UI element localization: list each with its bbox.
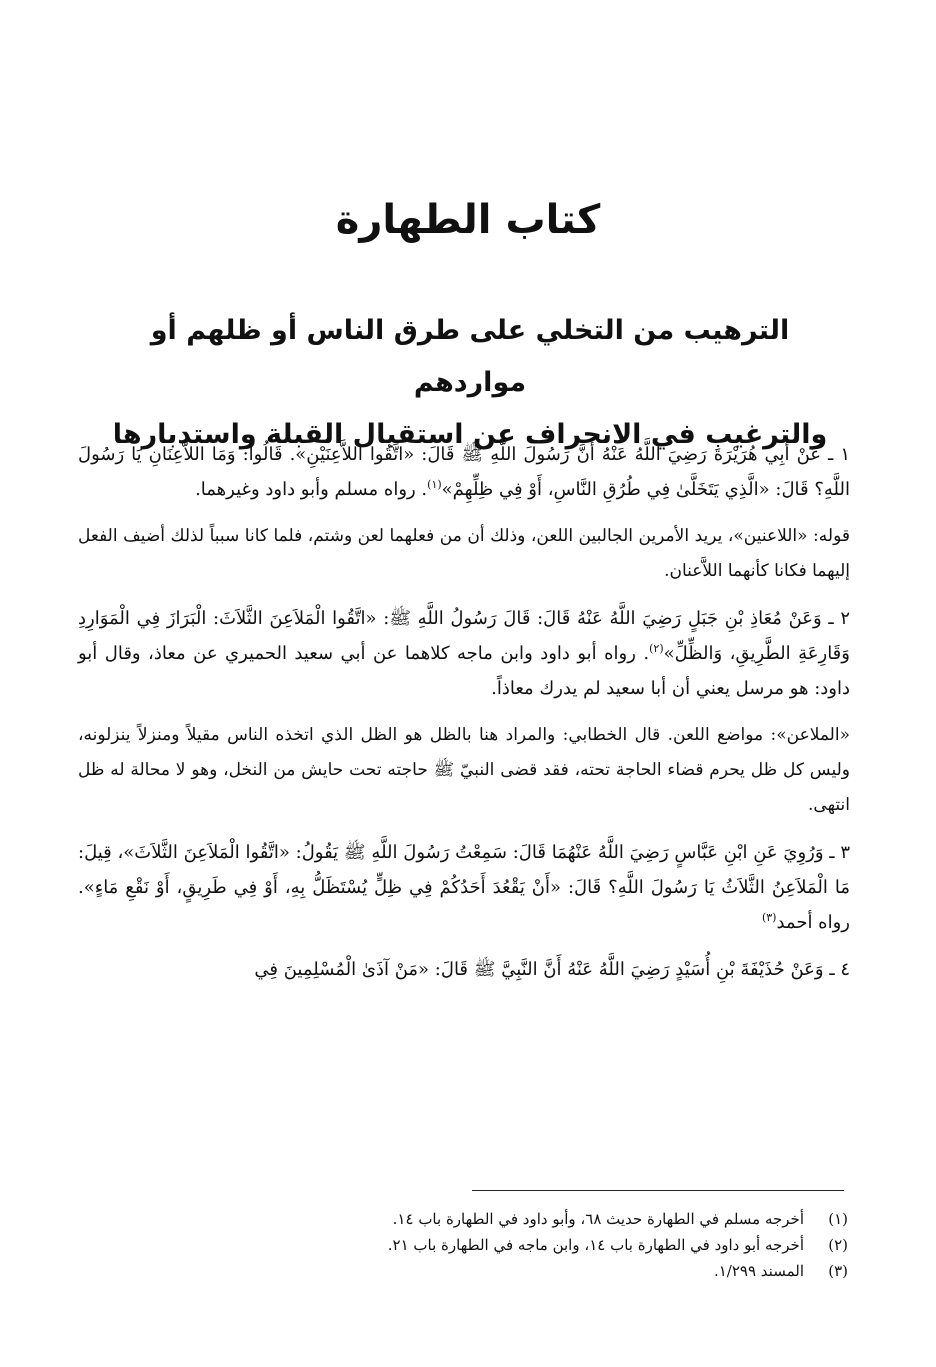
hadith-2 <box>78 601 850 706</box>
footnote-1-text: أخرجه مسلم في الطهارة حديث ٦٨، وأبو داود في الطهارة باب ١٤. <box>392 1210 804 1228</box>
hadith-3 <box>78 835 850 940</box>
hadith-4: ٤ ـ وَعَنْ حُذَيْفَةَ بْنِ أُسَيْدٍ رَضِيَ اللَّهُ عَنْهُ أَنَّ النَّبِيَّ ﷺ قَالَ: «مَنْ آذَىٰ الْمُسْلِمِينَ فِي <box>254 959 850 980</box>
hadith-1 <box>78 437 850 507</box>
hadith-3-text: ٣ ـ وَرُوِيَ عَنِ ابْنِ عَبَّاسٍ رَضِيَ اللَّهُ عَنْهُمَا قَالَ: سَمِعْتُ رَسُولَ اللَّهِ ﷺ يَقُولُ: «اتَّقُوا الْمَلاَعِنَ الثَّلاَثَ»، قِيلَ: مَا الْمَلاَعِنُ الثَّلاَثُ يَا رَسُولَ اللَّهِ؟ قَالَ: «أَنْ يَقْعُدَ أَحَدُكُمْ فِي ظِلٍّ يُسْتَظَلُّ بِهِ، أَوْ فِي طَرِيقٍ، أَوْ نَقْعِ مَاءٍ». رواه أحمد <box>78 842 850 933</box>
footnote-2-number: (٢) <box>828 1236 848 1254</box>
footnote-2-text: أخرجه أبو داود في الطهارة باب ١٤، وابن ماجه في الطهارة باب ٢١. <box>387 1236 804 1254</box>
footnote-ref-1: (١) <box>427 478 442 491</box>
chapter-title-line-1: الترهيب من التخلي على طرق الناس أو ظلهم أو مواردهم <box>150 315 790 398</box>
footnote-ref-3: (٣) <box>761 911 777 924</box>
commentary-2: «الملاعن»: مواضع اللعن. قال الخطابي: والمراد هنا بالظل هو الظل الذي اتخذه الناس مقيلاً ومنزلاً ينزلونه، وليس كل ظل يحرم قضاء الحاجة تحته، فقد قضى النبيّ ﷺ حاجته تحت حايش من النخل، وهو لا محالة له ظل انتهى. <box>78 725 850 815</box>
footnotes <box>120 1206 848 1284</box>
footnote-3-number: (٣) <box>828 1262 848 1280</box>
footnote-2 <box>120 1232 848 1258</box>
hadith-2-source: . رواه أبو داود وابن ماجه كلاهما عن أبي سعيد الحميري عن معاذ، وقال أبو داود: هو مرسل يعني أن أبا سعيد لم يدرك معاذاً. <box>78 643 850 699</box>
hadith-1-source: . رواه مسلم وأبو داود وغيرهما. <box>195 479 428 500</box>
book-title: كتاب الطهارة <box>335 197 601 243</box>
body-text <box>78 437 850 999</box>
hadith-2-text: ٢ ـ وَعَنْ مُعَاذِ بْنِ جَبَلٍ رَضِيَ اللَّهُ عَنْهُ قَالَ: قَالَ رَسُولُ اللَّهِ ﷺ: «اتَّقُوا الْمَلاَعِنَ الثَّلاَثَ: الْبَرَازَ فِي الْمَوَارِدِ وَقَارِعَةِ الطَّرِيقِ، وَالظِّلِّ» <box>78 608 850 664</box>
footnote-3 <box>120 1258 848 1284</box>
hadith-1-text: ١ ـ عَنْ أَبِي هُرَيْرَةَ رَضِيَ اللَّهُ عَنْهُ أَنَّ رَسُولَ اللَّهِ ﷺ قَالَ: «اتَّقُوا اللاَّعِنَيْنِ». قَالُوا: وَمَا اللاَّعِنَانِ يَا رَسُولَ اللَّهِ؟ قَالَ: «الَّذِي يَتَخَلَّىٰ فِي طُرُقِ النَّاسِ، أَوْ فِي ظِلِّهِمْ» <box>78 444 850 500</box>
footnote-ref-2: (٢) <box>649 642 664 655</box>
footnote-3-text: المسند ١/٢٩٩. <box>713 1262 804 1280</box>
commentary-1: قوله: «اللاعنين»، يريد الأمرين الجالبين اللعن، وذلك أن من فعلهما لعن وشتم، فلما كانا سبباً لذلك أضيف الفعل إليهما فكانا كأنهما اللاَّعنان. <box>78 526 850 581</box>
footnote-1 <box>120 1206 848 1232</box>
footnote-divider <box>472 1190 844 1191</box>
footnote-1-number: (١) <box>828 1210 848 1228</box>
chapter-title-line-2: والترغيب في الانحراف عن استقبال القبلة واستدبارها <box>112 419 828 450</box>
